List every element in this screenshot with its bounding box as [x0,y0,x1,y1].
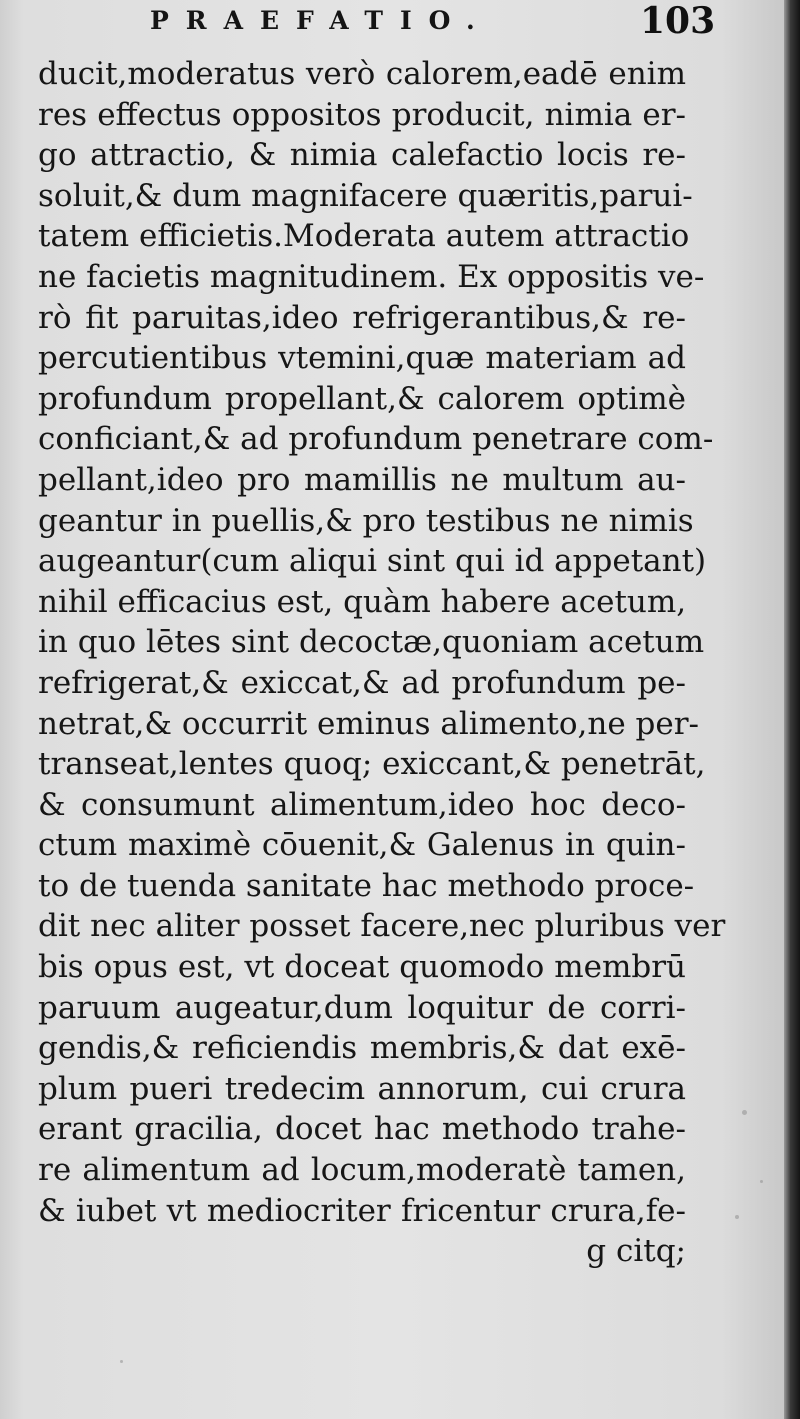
text-line: re alimentum ad locum,moderatè tamen, [38,1152,686,1189]
text-line: rò fit paruitas,ideo refrigerantibus,& re- [38,299,686,336]
text-line: nihil efficacius est, quàm habere acetum, [38,583,687,620]
text-line: augeantur(cum aliqui sint qui id appetant) [38,543,707,580]
text-line: plum pueri tredecim annorum, cui crura [38,1070,686,1107]
paper-speck [760,1180,763,1183]
text-line: tatem efficietis.Moderata autem attractio [38,218,690,255]
text-line: refrigerat,& exiccat,& ad profundum pe- [38,664,686,701]
page-number: 103 [640,0,716,42]
text-line: soluit,& dum magnifacere quæritis,parui- [38,177,693,214]
text-line: gendis,& reficiendis membris,& dat exē- [38,1030,686,1067]
text-line: ne facietis magnitudinem. Ex oppositis ve- [38,258,705,295]
body-text [38,54,726,1272]
text-line: pellant,ideo pro mamillis ne multum au- [38,461,686,498]
paper-speck [742,1110,747,1115]
text-line: go attractio, & nimia calefactio locis re- [38,137,686,174]
text-line: in quo lētes sint decoctæ,quoniam acetum [38,624,705,661]
text-line: dit nec aliter posset facere,nec pluribus ver [38,908,726,945]
text-line: bis opus est, vt doceat quomodo membrū [38,949,686,986]
text-line: paruum augeatur,dum loquitur de corri- [38,989,686,1026]
text-line: transeat,lentes quoq; exiccant,& penetrāt, [38,746,706,783]
signature-catchword: g citq; [586,1233,686,1270]
paper-speck [735,1215,739,1219]
text-line: ctum maximè cōuenit,& Galenus in quin- [38,827,686,864]
running-head: PRAEFATIO. [150,6,492,35]
text-line: erant gracilia, docet hac methodo trahe- [38,1111,686,1148]
text-line: res effectus oppositos producit, nimia er- [38,96,686,133]
text-line: & consumunt alimentum,ideo hoc deco- [38,786,686,823]
paper-speck [120,1360,123,1363]
text-line: profundum propellant,& calorem optimè [38,380,686,417]
text-line: & iubet vt mediocriter fricentur crura,fe- [38,1192,686,1229]
text-line: conficiant,& ad profundum penetrare com- [38,421,714,458]
page-edge-shadow [784,0,800,1419]
text-line: geantur in puellis,& pro testibus ne nimis [38,502,694,539]
text-line: to de tuenda sanitate hac methodo proce- [38,867,695,904]
page-header [0,0,784,52]
text-line: netrat,& occurrit eminus alimento,ne per- [38,705,700,742]
text-line: percutientibus vtemini,quæ materiam ad [38,340,686,377]
text-line: ducit,moderatus verò calorem,eadē enim [38,56,686,92]
